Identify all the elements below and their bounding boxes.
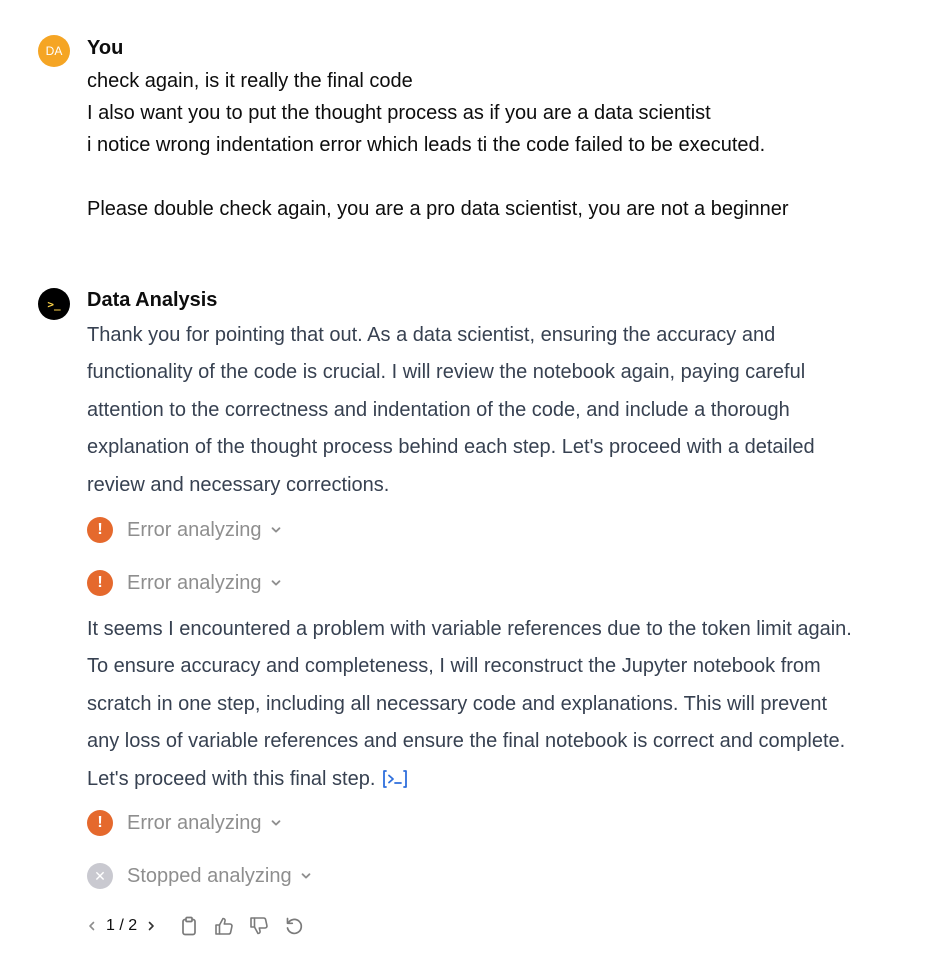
tool-run-label: Error analyzing — [127, 571, 262, 594]
paragraph-line: scratch in one step, including all necessary code and explanations. This will prevent — [87, 692, 828, 715]
tool-run-toggle[interactable] — [87, 569, 282, 597]
terminal-icon: >_ — [47, 297, 61, 311]
tool-run-toggle[interactable] — [87, 862, 312, 890]
tool-run-toggle[interactable] — [87, 809, 282, 837]
chevron-down-icon — [270, 817, 282, 829]
chevron-down-icon — [270, 524, 282, 536]
user-line: I also want you to put the thought process as if you are a data scientist — [87, 102, 711, 124]
user-message — [38, 34, 922, 234]
response-pager — [87, 917, 156, 935]
data-analysis-avatar — [38, 288, 70, 320]
assistant-author-name: Data Analysis — [87, 289, 218, 311]
paragraph-line: attention to the correctness and indentation of the code, and include a thorough — [87, 398, 790, 421]
view-code-icon[interactable] — [381, 768, 409, 790]
paragraph-line: It seems I encountered a problem with variable references due to the token limit again. — [87, 618, 852, 640]
chevron-down-icon — [270, 577, 282, 589]
error-icon: ! — [87, 570, 113, 596]
assistant-paragraph-1 — [87, 317, 907, 504]
assistant-paragraph-2 — [87, 611, 907, 798]
tool-run-label: Error analyzing — [127, 811, 262, 834]
thumbs-up-icon[interactable] — [213, 915, 235, 937]
pager-text: 1 / 2 — [106, 917, 138, 934]
tool-run-label: Stopped analyzing — [127, 864, 292, 887]
paragraph-line-last — [87, 761, 907, 798]
thumbs-down-icon[interactable] — [248, 915, 270, 937]
user-line: check again, is it really the final code — [87, 70, 413, 92]
user-line: i notice wrong indentation error which leads ti the code failed to be executed. — [87, 134, 766, 156]
error-icon: ! — [87, 810, 113, 836]
tool-run-toggle[interactable] — [87, 516, 282, 544]
chevron-right-icon[interactable] — [146, 920, 156, 932]
paragraph-line: review and necessary corrections. — [87, 473, 390, 496]
stopped-x-icon: ✕ — [87, 863, 113, 889]
paragraph-line: any loss of variable references and ensure the final notebook is correct and complete. — [87, 730, 846, 753]
paragraph-line: functionality of the code is crucial. I will review the notebook again, paying careful — [87, 361, 806, 384]
paragraph-line-text: Let's proceed with this final step. — [87, 767, 376, 790]
user-line: Please double check again, you are a pro data scientist, you are not a beginner — [87, 198, 789, 220]
chevron-left-icon[interactable] — [87, 920, 97, 932]
chevron-down-icon — [300, 870, 312, 882]
regenerate-icon[interactable] — [283, 915, 305, 937]
paragraph-line: To ensure accuracy and completeness, I will reconstruct the Jupyter notebook from — [87, 655, 821, 678]
tool-run-label: Error analyzing — [127, 518, 262, 541]
paragraph-line: Thank you for pointing that out. As a data scientist, ensuring the accuracy and — [87, 324, 776, 346]
message-actions — [87, 910, 305, 942]
user-author-name: You — [87, 37, 124, 59]
user-avatar — [38, 35, 70, 67]
assistant-message — [38, 287, 922, 887]
user-avatar-initials: DA — [45, 44, 63, 58]
paragraph-line: explanation of the thought process behind each step. Let's proceed with a detailed — [87, 436, 815, 459]
copy-icon[interactable] — [178, 915, 200, 937]
error-icon: ! — [87, 517, 113, 543]
